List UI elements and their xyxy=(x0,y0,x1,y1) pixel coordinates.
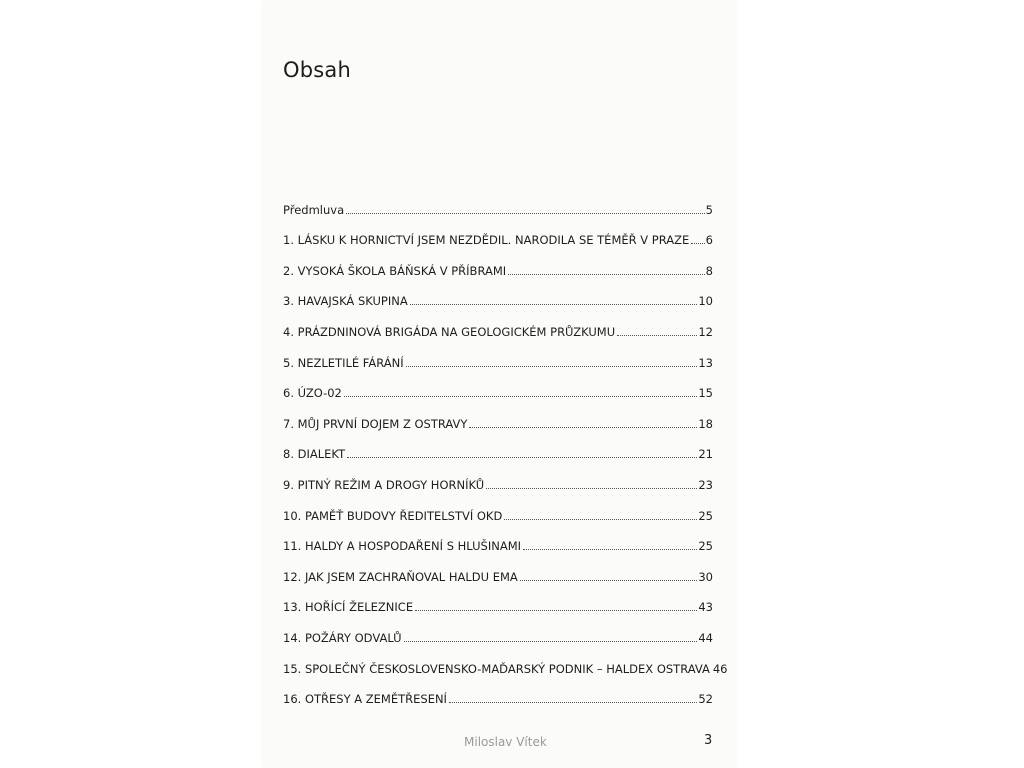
toc-entry-label: 8. DIALEKT xyxy=(283,447,346,462)
toc-entry-label: 4. PRÁZDNINOVÁ BRIGÁDA NA GEOLOGICKÉM PRŮZKUMU xyxy=(283,324,616,339)
page-title: Obsah xyxy=(283,58,351,82)
toc-entry-page: 15 xyxy=(698,386,713,401)
toc-entry-label: 15. SPOLEČNÝ ČESKOSLOVENSKO-MAĎARSKÝ PODNIK – HALDEX OSTRAVA xyxy=(283,661,710,676)
toc-entry-page: 43 xyxy=(698,600,713,615)
dot-leader xyxy=(469,427,697,428)
table-of-contents xyxy=(283,186,728,707)
dot-leader xyxy=(617,335,697,336)
toc-entry-6 xyxy=(283,370,713,401)
toc-entry-label: 2. VYSOKÁ ŠKOLA BÁŇSKÁ V PŘÍBRAMI xyxy=(283,263,507,278)
toc-entry-10 xyxy=(283,492,713,523)
toc-entry-3 xyxy=(283,278,713,309)
toc-entry-page: 21 xyxy=(698,447,713,462)
toc-entry-label: 12. JAK JSEM ZACHRAŇOVAL HALDU EMA xyxy=(283,569,518,584)
toc-entry-label: 10. PAMĚŤ BUDOVY ŘEDITELSTVÍ OKD xyxy=(283,508,503,523)
dot-leader xyxy=(346,213,705,214)
dot-leader xyxy=(449,702,697,703)
dot-leader xyxy=(404,641,698,642)
toc-entry-page: 25 xyxy=(698,508,713,523)
toc-entry-label: 13. HOŘÍCÍ ŽELEZNICE xyxy=(283,600,414,615)
toc-entry-page: 18 xyxy=(698,416,713,431)
toc-entry-4 xyxy=(283,308,713,339)
toc-entry-label: 5. NEZLETILÉ FÁRÁNÍ xyxy=(283,355,404,370)
toc-entry-page: 12 xyxy=(698,324,713,339)
toc-entry-15 xyxy=(283,645,728,676)
toc-entry-7 xyxy=(283,400,713,431)
dot-leader xyxy=(410,304,698,305)
dot-leader xyxy=(691,243,704,244)
toc-entry-14 xyxy=(283,614,713,645)
toc-entry-2 xyxy=(283,247,713,278)
toc-entry-page: 8 xyxy=(705,263,713,278)
toc-entry-label: 3. HAVAJSKÁ SKUPINA xyxy=(283,294,408,309)
toc-entry-label: 14. POŽÁRY ODVALŮ xyxy=(283,630,402,645)
toc-entry-5 xyxy=(283,339,713,370)
dot-leader xyxy=(415,610,697,611)
toc-entry-page: 25 xyxy=(698,539,713,554)
toc-entry-label: 6. ÚZO-02 xyxy=(283,386,342,401)
dot-leader xyxy=(344,396,697,397)
toc-entry-page: 44 xyxy=(698,630,713,645)
toc-entry-label: Předmluva xyxy=(283,202,345,217)
toc-entry-page: 13 xyxy=(698,355,713,370)
dot-leader xyxy=(520,580,698,581)
toc-entry-16 xyxy=(283,676,713,707)
toc-entry-label: 9. PITNÝ REŽIM A DROGY HORNÍKŮ xyxy=(283,477,485,492)
toc-entry-12 xyxy=(283,553,713,584)
toc-entry-label: 1. LÁSKU K HORNICTVÍ JSEM NEZDĚDIL. NARODILA SE TÉMĚŘ V PRAZE xyxy=(283,233,690,248)
toc-entry-page: 46 xyxy=(712,661,728,676)
toc-entry-page: 30 xyxy=(698,569,713,584)
toc-entry-page: 52 xyxy=(698,692,713,707)
toc-entry-9 xyxy=(283,461,713,492)
dot-leader xyxy=(406,366,698,367)
footer-page-number: 3 xyxy=(704,733,713,748)
toc-entry-8 xyxy=(283,431,713,462)
footer-author: Miloslav Vítek xyxy=(464,735,547,749)
toc-entry-page: 5 xyxy=(705,202,713,217)
toc-entry-label: 7. MŮJ PRVNÍ DOJEM Z OSTRAVY xyxy=(283,416,468,431)
toc-entry-13 xyxy=(283,584,713,615)
toc-entry-label: 16. OTŘESY A ZEMĚTŘESENÍ xyxy=(283,692,447,707)
dot-leader xyxy=(347,457,697,458)
toc-entry-1 xyxy=(283,217,713,248)
toc-entry-page: 6 xyxy=(705,233,713,248)
toc-entry-page: 23 xyxy=(698,477,713,492)
toc-entry-foreword xyxy=(283,186,713,217)
toc-entry-label: 11. HALDY A HOSPODAŘENÍ S HLUŠINAMI xyxy=(283,539,522,554)
dot-leader xyxy=(523,549,697,550)
dot-leader xyxy=(508,274,705,275)
dot-leader xyxy=(504,519,697,520)
toc-entry-page: 10 xyxy=(698,294,713,309)
dot-leader xyxy=(486,488,697,489)
toc-entry-11 xyxy=(283,523,713,554)
